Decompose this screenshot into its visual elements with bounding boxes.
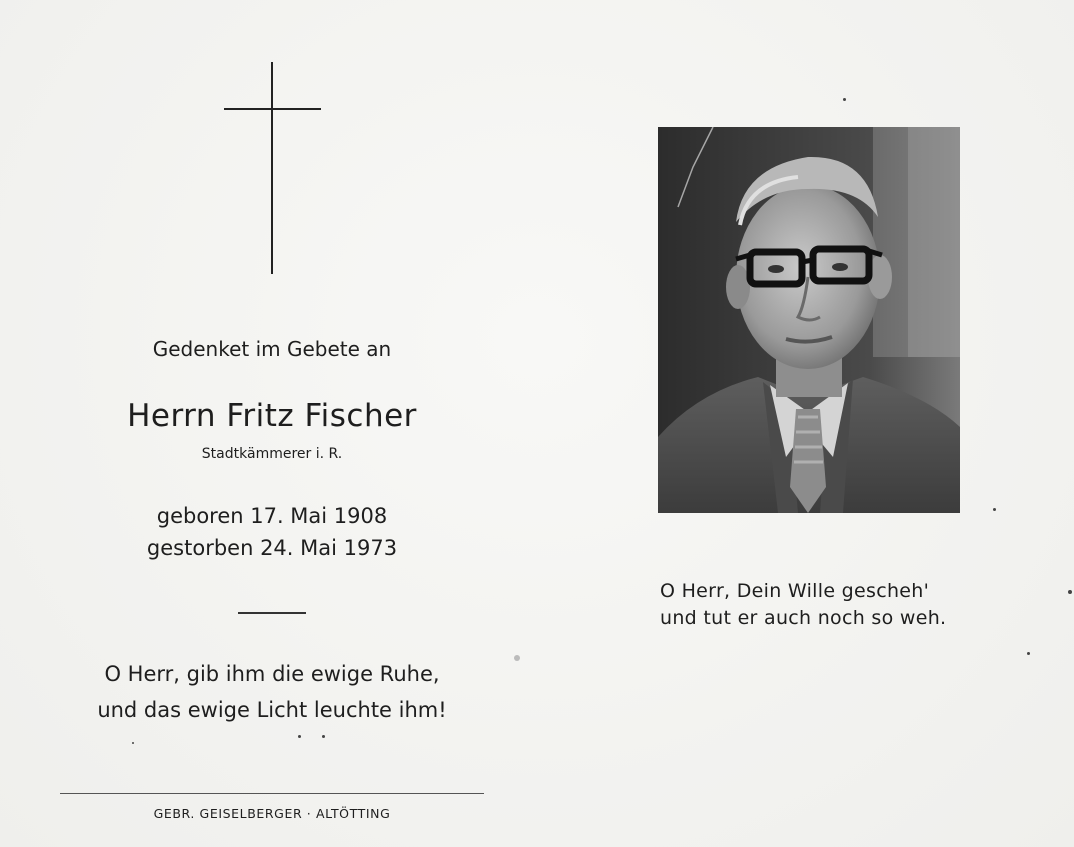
paper-speck (132, 742, 134, 744)
deceased-title: Stadtkämmerer i. R. (201, 446, 343, 462)
verse-line-1: O Herr, Dein Wille gescheh' (660, 580, 930, 602)
printer-imprint: GEBR. GEISELBERGER · ALTÖTTING (153, 806, 391, 821)
intro-text: Gedenket im Gebete an (152, 337, 392, 361)
paper-speck (993, 508, 996, 511)
birth-date: geboren 17. Mai 1908 (156, 504, 388, 528)
death-date: gestorben 24. Mai 1973 (146, 536, 398, 560)
paper-speck (843, 98, 846, 101)
portrait-photo (658, 127, 960, 513)
prayer-line-2: und das ewige Licht leuchte ihm! (97, 698, 447, 722)
paper-speck (1027, 652, 1030, 655)
verse-line-2: und tut er auch noch so weh. (660, 607, 947, 629)
paper-speck (1068, 590, 1072, 594)
footer-divider (60, 793, 484, 794)
portrait-illustration (658, 127, 960, 513)
cross-icon (271, 62, 273, 274)
cross-icon-crossbar (224, 108, 321, 110)
divider (238, 612, 306, 614)
prayer-line-1: O Herr, gib ihm die ewige Ruhe, (104, 662, 440, 686)
paper-speck (514, 655, 520, 661)
paper-speck (298, 735, 301, 738)
deceased-name: Herrn Fritz Fischer (127, 398, 417, 434)
paper-speck (322, 735, 325, 738)
